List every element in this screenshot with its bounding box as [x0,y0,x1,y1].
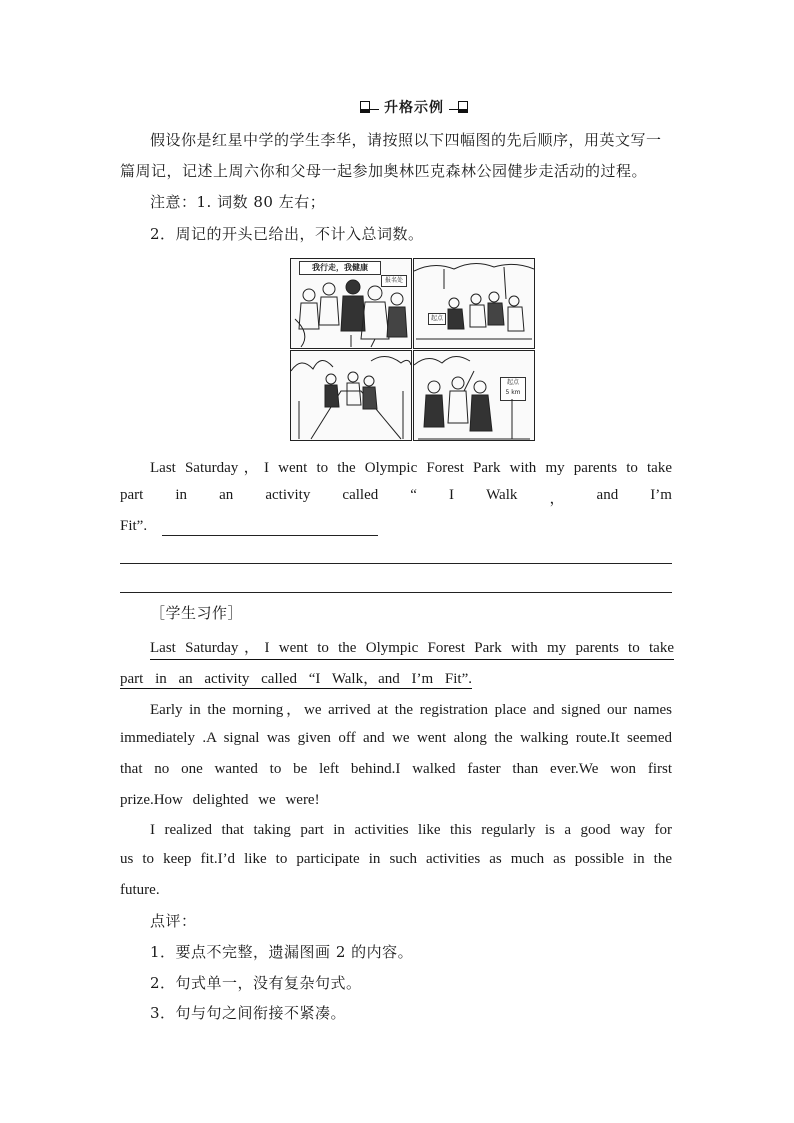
answer-blank-inline [162,535,378,536]
student-p1-line-1: Early in the morning，we arrived at the registration place and signed our names [150,702,672,718]
student-p2-line-2: us to keep fit.I’d like to participate in such activities as much as possible in the [120,851,672,867]
panel4-drawing [414,351,534,440]
panel1-drawing [291,259,411,348]
opening-word: I [449,487,455,503]
opening-line-1: Last Saturday，I went to the Olympic Forest Park with my parents to take [150,460,672,476]
task-prompt-line1: 假设你是红星中学的学生李华，请按照以下四幅图的先后顺序，用英文写一 [150,131,662,149]
opening-word: an [219,487,234,503]
comic-panel-4 [413,350,535,441]
comic-panel-1 [290,258,412,349]
student-opening-line-1: Last Saturday，I went to the Olympic Forest Park with my parents to take [150,636,674,660]
student-p1-line-3: that no one wanted to be left behind.I walked faster than ever.We won first [120,761,672,777]
student-p1-line-4: prize.How delighted we were! [120,792,320,808]
comic-panel-2 [413,258,535,349]
section-banner [360,98,468,118]
student-opening-line-2 [120,667,472,688]
panel1-sign: 报名处 [381,275,407,287]
opening-line-2 [120,487,672,508]
student-p2-line-3: future. [120,882,160,898]
task-note-2: 2．周记的开头已给出，不计入总词数。 [150,225,424,243]
panel4-sign-line1: 起点 [506,379,519,386]
banner-left-cap [360,101,370,113]
answer-line-2 [120,592,672,593]
panel1-banner: 我行走，我健康 [299,261,381,275]
student-p2-line-1: I realized that taking part in activities like this regularly is a good way for [150,822,672,838]
opening-word: activity [265,487,311,503]
review-item-1: 1．要点不完整，遗漏图画 2 的内容。 [150,943,414,961]
student-p1-line-2: immediately .A signal was given off and we went along the walking route.It seemed [120,730,672,746]
opening-word: ， [549,491,565,507]
student-heading: ［学生习作］ [150,604,244,622]
comic-figure [290,258,534,440]
task-prompt-line2: 篇周记，记述上周六你和父母一起参加奥林匹克森林公园健步走活动的过程。 [120,162,648,180]
task-note-1: 注意：1. 词数 80 左右； [150,193,326,211]
review-item-3: 3．句与句之间衔接不紧凑。 [150,1004,347,1022]
opening-word: I’m [650,487,672,503]
panel3-drawing [291,351,411,440]
banner-right-cap [458,101,468,113]
opening-word: called [342,487,379,503]
comic-panel-3 [290,350,412,441]
review-heading: 点评： [150,912,197,930]
panel2-drawing [414,259,534,348]
review-item-2: 2．句式单一，没有复杂句式。 [150,974,362,992]
student-opening-line-2-text: part in an activity called “I Walk，and I’m Fit”. [120,671,473,687]
answer-line-1 [120,563,672,564]
opening-word: and [596,487,619,503]
section-title: 升格示例 [379,98,449,118]
opening-word: Walk [486,487,518,503]
opening-word: in [175,487,188,503]
panel4-sign-line2: 5 km [505,389,521,396]
opening-word: “ [410,487,417,503]
opening-word: part [120,487,144,503]
opening-line-3: Fit”. [120,518,148,534]
panel2-sign: 起点 [428,313,446,325]
